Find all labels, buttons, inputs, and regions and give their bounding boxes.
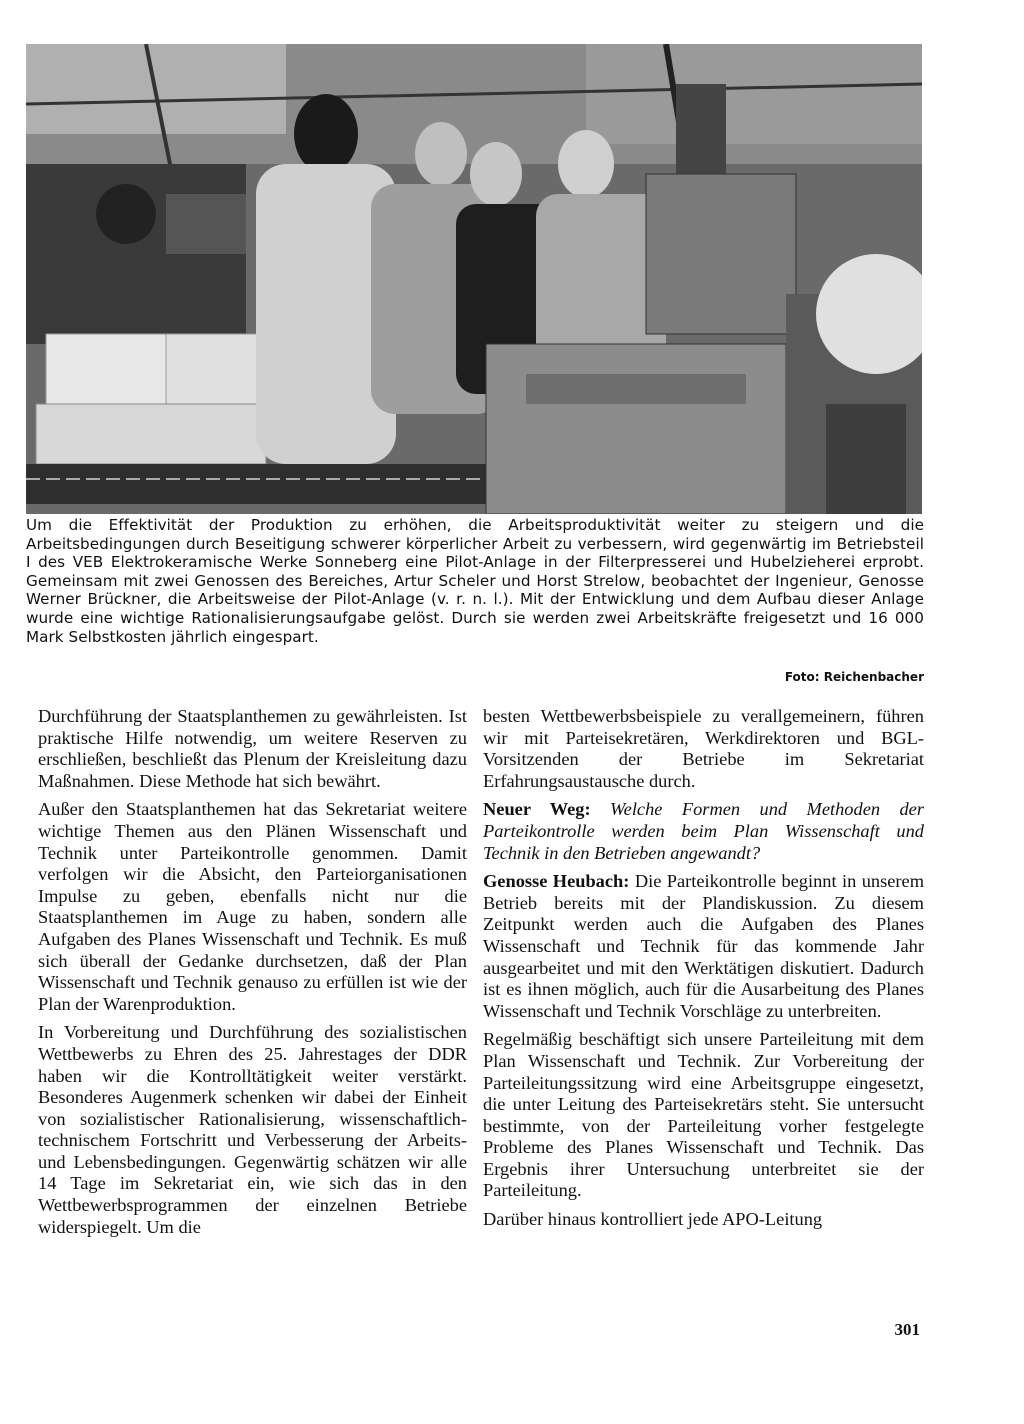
left-paragraph-3: In Vorbereitung und Durchführung des sozialistischen Wettbewerbs zu Ehren des 25. Jahrestages der DDR haben wir die Kontrolltätigkeit weiter verstärkt. Besonderes Augenmerk schenken wir dabei der Einheit von sozialistischer Rationalisierung, wissenschaftlich-technischem Fortschritt und Verbesserung der Arbeits- und Lebensbedingungen. Gegenwärtig schätzen wir alle 14 Tage im Sekretariat ein, wie sich das in den Wettbewerbsprogrammen der einzelnen Betriebe widerspiegelt. Um die bbox=[38, 1022, 467, 1237]
page-number: 301 bbox=[894, 1320, 920, 1339]
question-text: Welche Formen und Methoden der Parteikontrolle werden beim Plan Wissenschaft und Technik in den Betrieben angewandt? bbox=[483, 799, 924, 863]
left-paragraph-2: Außer den Staatsplanthemen hat das Sekretariat weitere wichtige Themen aus den Plänen Wissenschaft und Technik unter Parteikontrolle genommen. Damit verfolgen wir die Absicht, den Parteiorganisationen Impulse zu geben, ebenfalls nicht nur die Staatsplanthemen im Auge zu haben, sondern alle Aufgaben des Planes Wissenschaft und Technik. Es muß sich überall der Gedanke durchsetzen, daß der Plan Wissenschaft und Technik genauso zu erfüllen ist wie der Plan der Warenproduktion. bbox=[38, 799, 467, 1014]
interview-answer bbox=[483, 871, 924, 1022]
photo-caption: Um die Effektivität der Produktion zu erhöhen, die Arbeitsproduktivität weiter zu steigern und die Arbeitsbedingungen durch Beseitigung schwerer körperlicher Arbeit zu verbessern, wird gegenwärtig im Betriebsteil I des VEB Elektrokeramische Werke Sonneberg eine Pilot-Anlage in der Filterpresserei und Hubelzieherei erprobt. Gemeinsam mit zwei Genossen des Bereiches, Artur Scheler und Horst Strelow, beobachtet der Ingenieur, Genosse Werner Brückner, die Arbeitsweise der Pilot-Anlage (v. r. n. l.). Mit der Entwicklung und dem Aufbau dieser Anlage wurde eine wichtige Rationalisierungsaufgabe gelöst. Durch sie werden zwei Arbeitskräfte freigesetzt und 16 000 Mark Selbstkosten jährlich eingespart. bbox=[26, 516, 924, 646]
photo-illustration bbox=[26, 44, 922, 514]
answer-label: Genosse Heubach: bbox=[483, 871, 630, 892]
right-column bbox=[483, 706, 924, 1238]
left-column bbox=[38, 706, 467, 1245]
left-paragraph-1: Durchführung der Staatsplanthemen zu gewährleisten. Ist praktische Hilfe notwendig, um weitere Reserven zu erschließen, beschließt das Plenum der Kreisleitung dazu Maßnahmen. Diese Methode hat sich bewährt. bbox=[38, 706, 467, 791]
right-paragraph-1: besten Wettbewerbsbeispiele zu verallgemeinern, führen wir mit Parteisekretären, Werkdirektoren und BGL-Vorsitzenden der Betriebe im Sekretariat Erfahrungsaustausche durch. bbox=[483, 706, 924, 791]
right-paragraph-3: Regelmäßig beschäftigt sich unsere Parteileitung mit dem Plan Wissenschaft und Technik. Zur Vorbereitung der Parteileitungssitzung wird eine Arbeitsgruppe eingesetzt, die unter Leitung des Parteisekretärs steht. Sie untersucht bestimmte, von der Parteileitung vorher festgelegte Probleme des Planes Wissenschaft und Technik. Das Ergebnis ihrer Untersuchung unterbreitet sie der Parteileitung. bbox=[483, 1029, 924, 1201]
photo-credit: Foto: Reichenbacher bbox=[784, 670, 924, 684]
question-label: Neuer Weg: bbox=[483, 799, 591, 820]
answer-text: Die Parteikontrolle beginnt in unserem Betrieb bereits mit der Plandiskussion. Zu diesem Zeitpunkt werden auch die Aufgaben des Planes Wissenschaft und Technik für das kommende Jahr ausgearbeitet und mit den Werktätigen diskutiert. Dadurch ist es ihnen möglich, auch für die Ausarbeitung des Planes Wissenschaft und Technik Vorschläge zu unterbreiten. bbox=[483, 871, 924, 1021]
interview-question bbox=[483, 799, 924, 864]
factory-photo bbox=[26, 44, 922, 514]
right-paragraph-4: Darüber hinaus kontrolliert jede APO-Leitung bbox=[483, 1209, 823, 1230]
